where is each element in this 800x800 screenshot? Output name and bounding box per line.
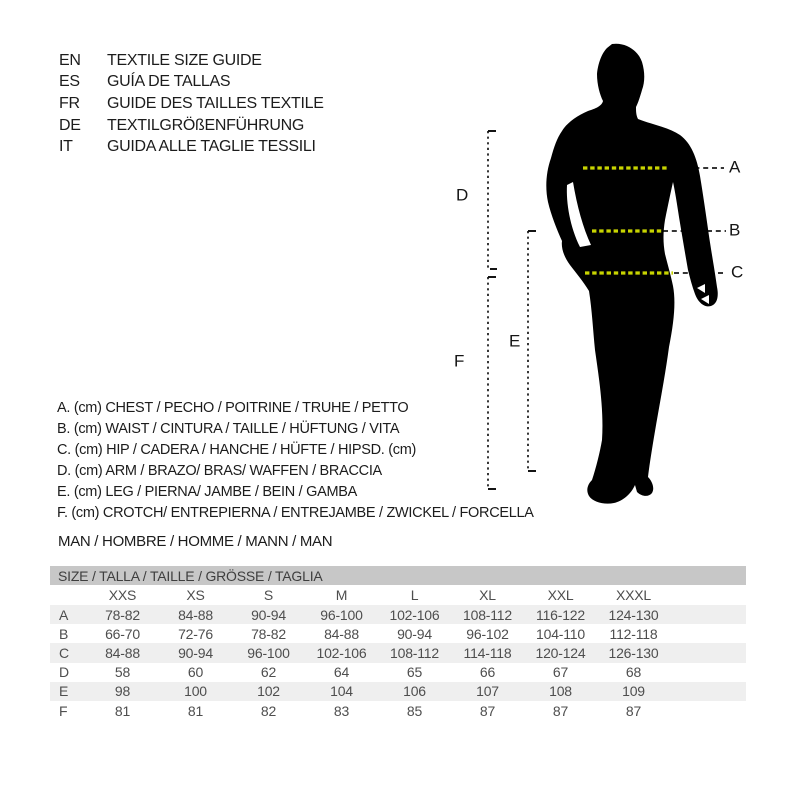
- size-value-cell: 82: [260, 702, 277, 719]
- column-header: M: [335, 587, 348, 603]
- size-value-cell: 102: [257, 683, 280, 700]
- size-table-header-band: SIZE / TALLA / TAILLE / GRÖSSE / TAGLIA: [50, 566, 746, 585]
- legend-line: D. (cm) ARM / BRAZO/ BRAS/ WAFFEN / BRACCIA: [57, 463, 382, 480]
- column-header: XXS: [108, 587, 137, 603]
- size-value-cell: 98: [114, 683, 131, 700]
- size-value-cell: 108-112: [463, 606, 512, 623]
- row-label: F: [59, 702, 68, 719]
- language-code: ES: [59, 73, 80, 91]
- size-value-cell: 65: [406, 664, 423, 681]
- language-code: EN: [59, 51, 81, 69]
- size-value-cell: 106: [403, 683, 426, 700]
- legend-line: F. (cm) CROTCH/ ENTREPIERNA / ENTREJAMBE / ZWICKEL / FORCELLA: [57, 504, 534, 521]
- size-value-cell: 104-110: [536, 625, 585, 642]
- size-value-cell: 83: [333, 702, 350, 719]
- size-value-cell: 84-88: [178, 606, 213, 623]
- language-code: IT: [59, 138, 73, 156]
- size-value-cell: 84-88: [324, 625, 359, 642]
- size-table: [50, 566, 746, 720]
- marker-label-chest: A: [729, 157, 741, 177]
- table-row: [50, 624, 746, 643]
- size-value-cell: 104: [330, 683, 353, 700]
- marker-label-crotch: F: [454, 351, 465, 371]
- column-header: XS: [186, 587, 205, 603]
- size-value-cell: 114-118: [463, 644, 512, 661]
- size-value-cell: 124-130: [608, 606, 659, 623]
- size-value-cell: 72-76: [178, 625, 213, 642]
- size-value-cell: 109: [622, 683, 645, 700]
- size-value-cell: 96-100: [247, 644, 290, 661]
- size-value-cell: 78-82: [105, 606, 140, 623]
- size-value-cell: 100: [184, 683, 207, 700]
- legend-line: C. (cm) HIP / CADERA / HANCHE / HÜFTE / HIPSD. (cm): [57, 442, 417, 459]
- size-value-cell: 87: [625, 702, 642, 719]
- size-value-cell: 102-106: [389, 606, 440, 623]
- size-value-cell: 66-70: [105, 625, 140, 642]
- size-value-cell: 68: [625, 664, 642, 681]
- size-value-cell: 84-88: [105, 644, 140, 661]
- legend-line: E. (cm) LEG / PIERNA/ JAMBE / BEIN / GAMBA: [57, 484, 358, 500]
- size-value-cell: 112-118: [609, 625, 658, 642]
- size-value-cell: 66: [479, 664, 496, 681]
- language-label: GUIDE DES TAILLES TEXTILE: [107, 94, 324, 112]
- legend-line: A. (cm) CHEST / PECHO / POITRINE / TRUHE / PETTO: [57, 400, 409, 417]
- size-value-cell: 96-100: [320, 606, 363, 623]
- legend-line: B. (cm) WAIST / CINTURA / TAILLE / HÜFTUNG / VITA: [57, 421, 400, 438]
- size-value-cell: 81: [114, 702, 131, 719]
- table-row: [50, 605, 746, 624]
- size-value-cell: 62: [260, 664, 277, 681]
- language-label: GUIDA ALLE TAGLIE TESSILI: [107, 138, 316, 156]
- size-value-cell: 126-130: [608, 644, 659, 661]
- size-value-cell: 85: [406, 702, 423, 719]
- size-value-cell: 102-106: [316, 644, 367, 661]
- measurement-legend: [57, 398, 534, 523]
- row-label: C: [59, 644, 69, 661]
- table-row: [50, 682, 746, 701]
- marker-label-hip: C: [731, 262, 744, 282]
- row-label: B: [59, 625, 69, 642]
- size-value-cell: 120-124: [535, 644, 586, 661]
- category-title: MAN / HOMBRE / HOMME / MANN / MAN: [58, 533, 333, 550]
- size-value-cell: 81: [187, 702, 204, 719]
- size-value-cell: 58: [114, 664, 131, 681]
- row-label: E: [59, 683, 69, 700]
- size-value-cell: 64: [333, 664, 350, 681]
- size-value-cell: 60: [187, 664, 204, 681]
- language-code: FR: [59, 94, 80, 112]
- language-label: TEXTILGRÖßENFÜHRUNG: [107, 116, 304, 134]
- size-value-cell: 108: [549, 683, 572, 700]
- marker-label-waist: B: [729, 220, 741, 240]
- size-value-cell: 87: [479, 702, 496, 719]
- table-row: [50, 643, 746, 662]
- size-table-column-header-row: [50, 585, 746, 605]
- size-value-cell: 90-94: [251, 606, 286, 623]
- row-label: D: [59, 664, 69, 681]
- column-header: XXXL: [616, 587, 651, 603]
- size-value-cell: 87: [552, 702, 569, 719]
- size-value-cell: 107: [476, 683, 499, 700]
- language-code: DE: [59, 116, 81, 134]
- size-value-cell: 67: [552, 664, 569, 681]
- size-table-body: [50, 605, 746, 720]
- size-value-cell: 96-102: [466, 625, 509, 642]
- size-value-cell: 90-94: [178, 644, 213, 661]
- language-label: GUÍA DE TALLAS: [107, 73, 231, 91]
- language-label: TEXTILE SIZE GUIDE: [107, 51, 262, 69]
- row-label: A: [59, 606, 69, 623]
- size-value-cell: 90-94: [397, 625, 432, 642]
- column-header: L: [410, 587, 419, 603]
- marker-label-leg: E: [509, 331, 521, 351]
- table-row: [50, 663, 746, 682]
- column-header: S: [263, 587, 274, 603]
- marker-label-arm: D: [456, 185, 469, 205]
- size-value-cell: 108-112: [390, 644, 439, 661]
- size-value-cell: 116-122: [536, 606, 585, 623]
- column-header: XXL: [547, 587, 574, 603]
- table-row: [50, 701, 746, 720]
- size-value-cell: 78-82: [251, 625, 286, 642]
- column-header: XL: [479, 587, 496, 603]
